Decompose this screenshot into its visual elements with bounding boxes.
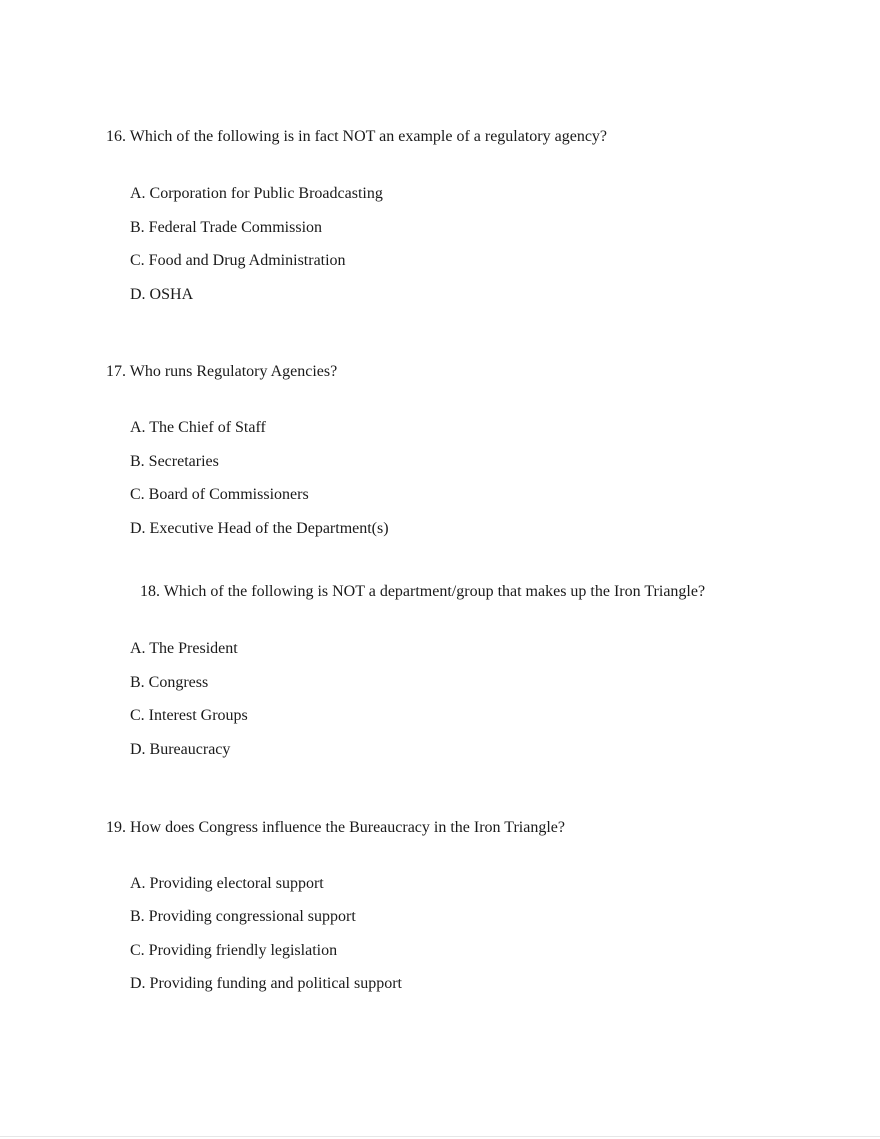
question-19-option-a: A. Providing electoral support xyxy=(130,875,324,892)
question-18-option-c: C. Interest Groups xyxy=(130,707,248,724)
question-16-option-d: D. OSHA xyxy=(130,286,194,303)
question-17-option-b: B. Secretaries xyxy=(130,453,219,470)
question-18-option-d: D. Bureaucracy xyxy=(130,741,231,758)
question-17-prompt: 17. Who runs Regulatory Agencies? xyxy=(106,363,338,380)
question-18-option-a: A. The President xyxy=(130,640,238,657)
question-19-option-c: C. Providing friendly legislation xyxy=(130,942,338,959)
question-16-prompt: 16. Which of the following is in fact NOT an example of a regulatory agency? xyxy=(106,128,608,145)
question-18-option-b: B. Congress xyxy=(130,674,209,691)
question-17-option-c: C. Board of Commissioners xyxy=(130,486,309,503)
question-17-option-a: A. The Chief of Staff xyxy=(130,419,266,436)
question-19-option-d: D. Providing funding and political support xyxy=(130,975,402,992)
page-bottom-edge xyxy=(0,1136,880,1137)
question-16-option-b: B. Federal Trade Commission xyxy=(130,219,323,236)
question-16-option-c: C. Food and Drug Administration xyxy=(130,252,346,269)
question-17-option-d: D. Executive Head of the Department(s) xyxy=(130,520,389,537)
question-19-prompt: 19. How does Congress influence the Bureaucracy in the Iron Triangle? xyxy=(106,819,565,836)
question-19-option-b: B. Providing congressional support xyxy=(130,908,356,925)
question-18-prompt: 18. Which of the following is NOT a department/group that makes up the Iron Triangle? xyxy=(140,583,706,600)
question-16-option-a: A. Corporation for Public Broadcasting xyxy=(130,185,383,202)
